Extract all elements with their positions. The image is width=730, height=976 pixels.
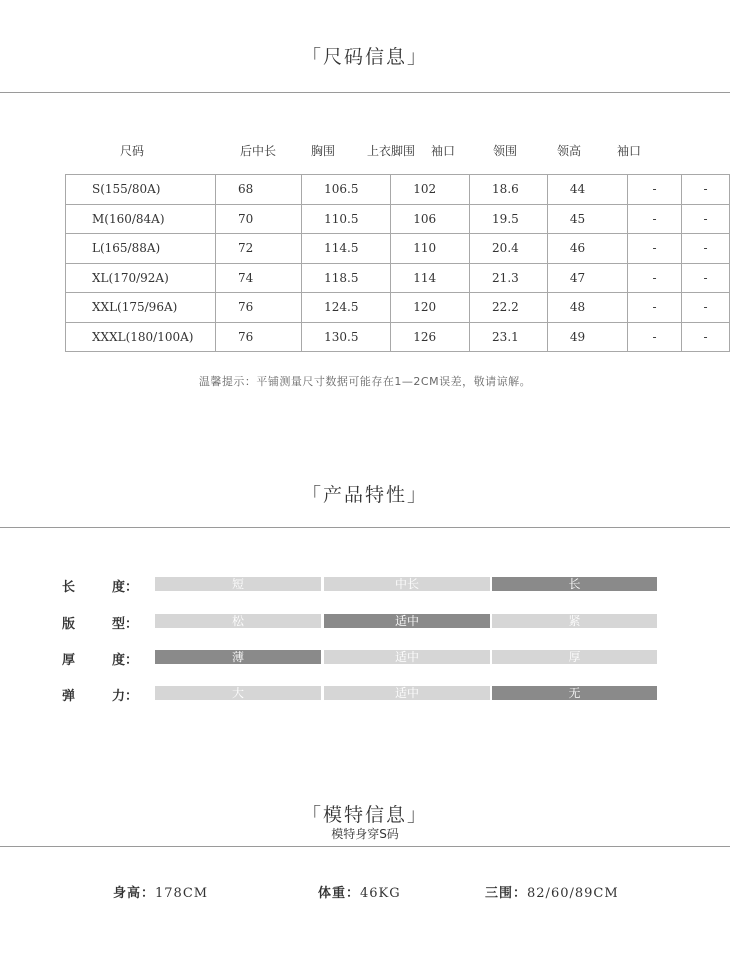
- attribute-label-char: 厚: [62, 653, 76, 668]
- table-cell: -: [681, 263, 729, 293]
- attribute-label-char: 型：: [112, 617, 139, 632]
- divider: [0, 527, 730, 528]
- table-cell: 45: [547, 204, 627, 234]
- table-cell: 76: [216, 322, 302, 352]
- model-height-value: 178CM: [155, 886, 209, 901]
- size-label-cell: S(155/80A): [66, 175, 216, 205]
- table-cell: 22.2: [470, 293, 548, 323]
- table-cell: 114.5: [302, 234, 391, 264]
- size-label-cell: XL(170/92A): [66, 263, 216, 293]
- table-cell: 20.4: [470, 234, 548, 264]
- size-label-cell: M(160/84A): [66, 204, 216, 234]
- attribute-label-char: 弹: [62, 689, 76, 704]
- table-cell: 110: [391, 234, 470, 264]
- table-cell: -: [628, 175, 682, 205]
- model-subtitle: 模特身穿S码: [331, 827, 399, 841]
- attribute-option-selected: 适中: [324, 614, 490, 628]
- table-cell: -: [628, 204, 682, 234]
- size-label-cell: XXXL(180/100A): [66, 322, 216, 352]
- size-label-cell: XXL(175/96A): [66, 293, 216, 323]
- table-cell: 68: [216, 175, 302, 205]
- table-row: [66, 204, 730, 234]
- size-table: [65, 174, 730, 352]
- attribute-label-char: 力：: [112, 689, 139, 704]
- attribute-option: 中长: [324, 577, 490, 591]
- attribute-option: 松: [155, 614, 321, 628]
- table-cell: 46: [547, 234, 627, 264]
- features-section-title: 「产品特性」: [301, 484, 428, 506]
- table-cell: -: [681, 175, 729, 205]
- header-chest: 胸围: [310, 144, 335, 158]
- model-measure-value: 82/60/89CM: [527, 886, 619, 901]
- table-row: [66, 234, 730, 264]
- attribute-label-char: 度：: [112, 653, 139, 668]
- table-cell: -: [681, 293, 729, 323]
- attribute-label-char: 版: [62, 617, 76, 632]
- table-cell: 44: [547, 175, 627, 205]
- table-row: [66, 175, 730, 205]
- table-cell: 118.5: [302, 263, 391, 293]
- attribute-option: 厚: [492, 650, 657, 664]
- attribute-option: 大: [155, 686, 321, 700]
- table-cell: -: [681, 204, 729, 234]
- table-cell: 48: [547, 293, 627, 323]
- attribute-label-char: 度：: [112, 580, 139, 595]
- attribute-option: 紧: [492, 614, 657, 628]
- table-cell: -: [628, 234, 682, 264]
- table-row: [66, 263, 730, 293]
- header-hem: 上衣脚围: [366, 144, 415, 158]
- table-cell: 70: [216, 204, 302, 234]
- attribute-option: 适中: [324, 650, 490, 664]
- divider: [0, 92, 730, 93]
- model-weight-value: 46KG: [360, 886, 401, 901]
- table-row: [66, 293, 730, 323]
- divider: [0, 846, 730, 847]
- attribute-label-char: 长: [62, 580, 76, 595]
- table-cell: 110.5: [302, 204, 391, 234]
- attribute-option: 适中: [324, 686, 490, 700]
- model-measure-label: 三围：: [485, 886, 528, 901]
- table-cell: -: [681, 234, 729, 264]
- table-cell: 126: [391, 322, 470, 352]
- header-collar-height: 领高: [556, 144, 581, 158]
- table-cell: -: [628, 293, 682, 323]
- header-cuff-2: 袖口: [616, 144, 641, 158]
- model-height-label: 身高：: [113, 886, 156, 901]
- table-cell: 120: [391, 293, 470, 323]
- model-weight-label: 体重：: [318, 886, 361, 901]
- table-cell: 76: [216, 293, 302, 323]
- model-section-title: 「模特信息」: [301, 804, 428, 826]
- header-back-length: 后中长: [239, 144, 276, 158]
- table-cell: 21.3: [470, 263, 548, 293]
- table-cell: 74: [216, 263, 302, 293]
- table-cell: 49: [547, 322, 627, 352]
- table-cell: 23.1: [470, 322, 548, 352]
- header-cuff: 袖口: [430, 144, 455, 158]
- attribute-option: 短: [155, 577, 321, 591]
- header-size: 尺码: [119, 144, 144, 158]
- table-cell: -: [628, 322, 682, 352]
- table-cell: 72: [216, 234, 302, 264]
- size-label-cell: L(165/88A): [66, 234, 216, 264]
- table-cell: 102: [391, 175, 470, 205]
- attribute-option-selected: 薄: [155, 650, 321, 664]
- model-height: [113, 882, 208, 901]
- table-cell: -: [628, 263, 682, 293]
- table-cell: -: [681, 322, 729, 352]
- table-cell: 47: [547, 263, 627, 293]
- table-row: [66, 322, 730, 352]
- attribute-option-selected: 长: [492, 577, 657, 591]
- header-collar: 领围: [492, 144, 517, 158]
- size-section-title: 「尺码信息」: [301, 46, 428, 68]
- table-cell: 18.6: [470, 175, 548, 205]
- measurement-note: 温馨提示：平铺测量尺寸数据可能存在1—2CM误差，敬请谅解。: [198, 375, 532, 388]
- table-cell: 19.5: [470, 204, 548, 234]
- table-cell: 106: [391, 204, 470, 234]
- table-cell: 130.5: [302, 322, 391, 352]
- table-cell: 114: [391, 263, 470, 293]
- attribute-option-selected: 无: [492, 686, 657, 700]
- table-cell: 124.5: [302, 293, 391, 323]
- table-cell: 106.5: [302, 175, 391, 205]
- model-measurements: [485, 882, 619, 901]
- model-weight: [318, 882, 401, 901]
